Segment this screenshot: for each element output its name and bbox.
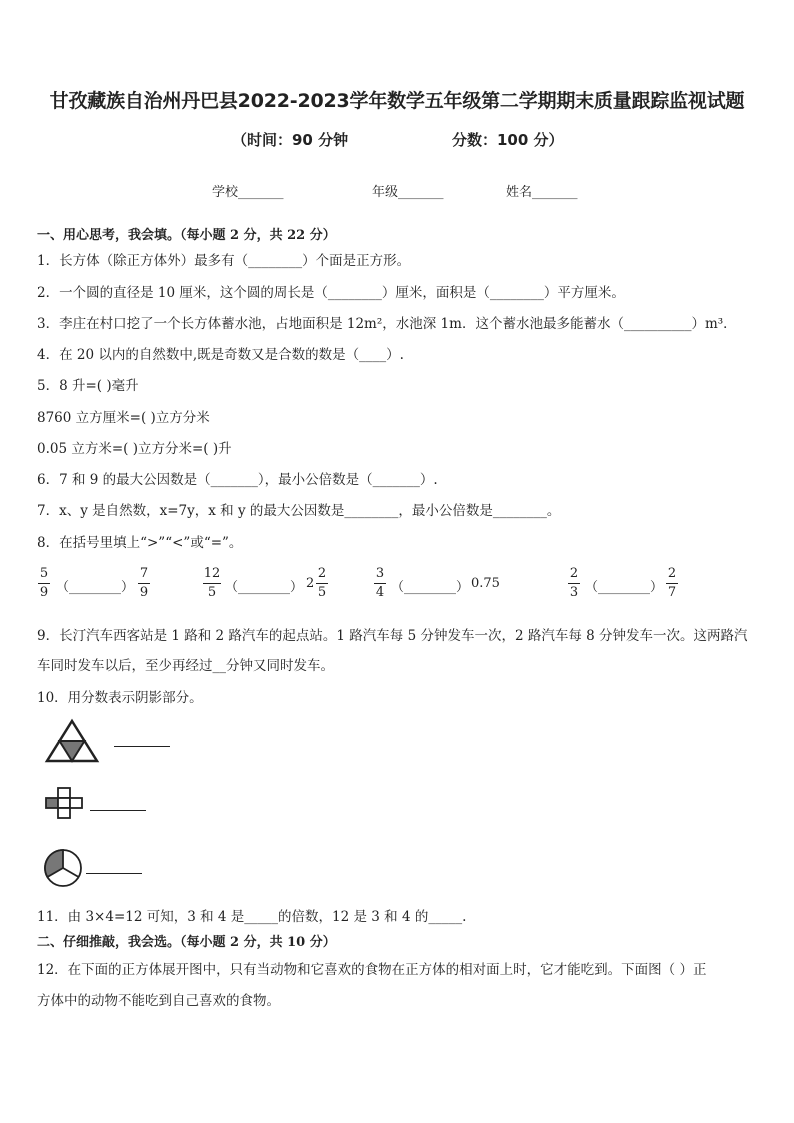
question-9-line-1: 9．长汀汽车西客站是 1 路和 2 路汽车的起点站。1 路汽车每 5 分钟发车一次，2 路汽车每 8 分钟发车一次。这两路汽 bbox=[37, 628, 748, 644]
question-12-line-2: 方体中的动物不能吃到自己喜欢的食物。 bbox=[37, 993, 280, 1009]
question-5-part-1: 5．8 升=( )毫升 bbox=[37, 378, 139, 394]
question-7: 7．x、y 是自然数，x=7y，x 和 y 的最大公因数是________，最小公倍数是________。 bbox=[37, 503, 561, 519]
cross-shaded-figure bbox=[44, 786, 86, 820]
answer-blank[interactable]: （________） bbox=[225, 580, 304, 595]
answer-blank[interactable]: （________） bbox=[585, 580, 664, 595]
question-1: 1．长方体（除正方体外）最多有（________）个面是正方形。 bbox=[37, 253, 411, 269]
circle-shaded-figure bbox=[42, 848, 84, 888]
fraction bbox=[138, 566, 150, 601]
fraction bbox=[38, 566, 50, 601]
numerator: 3 bbox=[375, 566, 385, 581]
numerator: 5 bbox=[39, 566, 49, 581]
fraction bbox=[374, 566, 386, 601]
numerator: 12 bbox=[203, 566, 221, 581]
exam-score: 分数：100 分） bbox=[452, 131, 564, 149]
question-9-line-2: 车同时发车以后，至少再经过__分钟又同时发车。 bbox=[37, 658, 334, 674]
question-4: 4．在 20 以内的自然数中,既是奇数又是合数的数是（____）. bbox=[37, 347, 404, 363]
question-6: 6．7 和 9 的最大公因数是（_______），最小公倍数是（_______）. bbox=[37, 472, 438, 488]
numerator: 2 bbox=[569, 566, 579, 581]
mixed-whole: 2 bbox=[306, 576, 315, 591]
fraction bbox=[316, 566, 328, 601]
question-3: 3．李庄在村口挖了一个长方体蓄水池，占地面积是 12m²，水池深 1m．这个蓄水池最多能蓄水（__________）m³． bbox=[37, 316, 737, 332]
answer-blank-circle[interactable] bbox=[86, 873, 142, 874]
denominator: 3 bbox=[569, 585, 579, 600]
answer-blank-cross[interactable] bbox=[90, 810, 146, 811]
question-5-part-2: 8760 立方厘米=( )立方分米 bbox=[37, 410, 210, 426]
question-8: 8．在括号里填上“>”“<”或“=”。 bbox=[37, 535, 243, 551]
fraction bbox=[666, 566, 678, 601]
numerator: 7 bbox=[139, 566, 149, 581]
denominator: 5 bbox=[207, 585, 217, 600]
fraction bbox=[568, 566, 580, 601]
answer-blank[interactable]: （________） bbox=[391, 580, 470, 595]
decimal-value: 0.75 bbox=[471, 576, 500, 591]
question-10: 10．用分数表示阴影部分。 bbox=[37, 690, 203, 706]
denominator: 4 bbox=[375, 585, 385, 600]
name-field: 姓名_______ bbox=[506, 185, 578, 200]
numerator: 2 bbox=[317, 566, 327, 581]
answer-blank-triangle[interactable] bbox=[114, 746, 170, 747]
section-2-heading: 二、仔细推敲，我会选。（每小题 2 分，共 10 分） bbox=[37, 935, 336, 950]
exam-time: （时间：90 分钟 bbox=[232, 131, 349, 149]
school-field: 学校_______ bbox=[212, 185, 284, 200]
question-2: 2．一个圆的直径是 10 厘米，这个圆的周长是（________）厘米，面积是（________）平方厘米。 bbox=[37, 285, 625, 301]
denominator: 5 bbox=[317, 585, 327, 600]
question-11: 11．由 3×4=12 可知，3 和 4 是_____的倍数，12 是 3 和 4 的_____. bbox=[37, 909, 467, 925]
denominator: 7 bbox=[667, 585, 677, 600]
question-5-part-3: 0.05 立方米=( )立方分米=( )升 bbox=[37, 441, 232, 457]
denominator: 9 bbox=[139, 585, 149, 600]
exam-title: 甘孜藏族自治州丹巴县2022-2023学年数学五年级第二学期期末质量跟踪监视试题 bbox=[49, 90, 745, 112]
fraction bbox=[203, 566, 221, 601]
grade-field: 年级_______ bbox=[372, 185, 444, 200]
denominator: 9 bbox=[39, 585, 49, 600]
section-1-heading: 一、用心思考，我会填。（每小题 2 分，共 22 分） bbox=[37, 228, 336, 243]
triangle-shaded-figure bbox=[44, 718, 100, 764]
answer-blank[interactable]: （________） bbox=[56, 580, 135, 595]
question-12-line-1: 12．在下面的正方体展开图中，只有当动物和它喜欢的食物在正方体的相对面上时，它才能吃到。下面图（ ）正 bbox=[37, 962, 707, 978]
numerator: 2 bbox=[667, 566, 677, 581]
